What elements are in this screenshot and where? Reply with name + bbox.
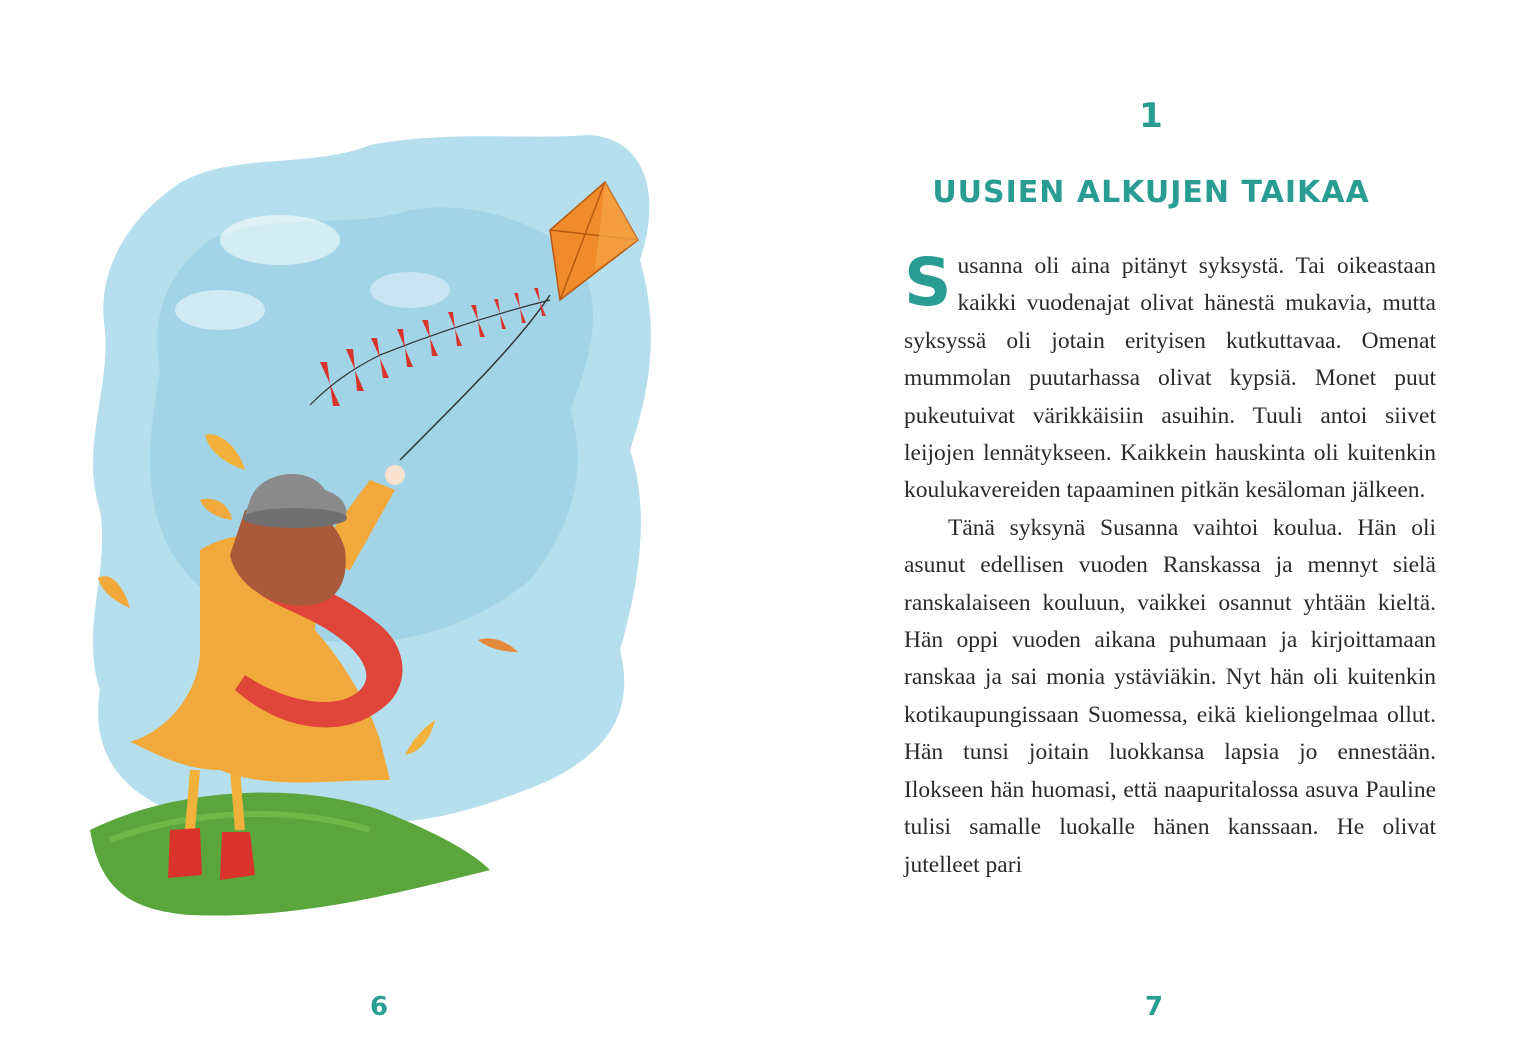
- paragraph-1-text: usanna oli aina pitänyt syksystä. Tai oikeastaan kaikki vuodenajat olivat hänestä mukavia, mutta syksyssä oli jotain erityisen kutkuttavaa. Omenat mummolan puutarhassa olivat kypsiä. Monet puut pukeutuivat värikkäisiin asuihin. Tuuli antoi siivet leijojen lennätykseen. Kaikkein hauskinta oli kuitenkin koulukavereiden tapaaminen pitkän kesäloman jälkeen.: [904, 253, 1436, 504]
- boot: [168, 828, 202, 878]
- kite-girl-illustration: [50, 130, 670, 920]
- boot: [220, 832, 255, 880]
- paragraph-1: [904, 244, 1436, 510]
- paragraph-2: Tänä syksynä Susanna vaihtoi koulua. Hän oli asunut edellisen vuoden Ranskassa ja mennyt sielä ranskalaiseen kouluun, vaikkei osannut yhtään kieltä. Hän oppi vuoden aikana puhumaan ja kirjoittamaan ranskaa ja sai monia ystäviäkin. Nyt hän oli kuitenkin kotikaupungissaan Suomessa, eikä kieliongelmaa ollut. Hän tunsi joitain luokkansa lapsia jo ennestään. Ilokseen hän huomasi, että naapuritalossa asuva Pauline tulisi samalle luokalle hänen kanssaan. He olivat jutelleet pari: [904, 514, 1436, 878]
- left-page: [0, 0, 767, 1063]
- page-number-left: 6: [370, 992, 389, 1022]
- hand: [385, 465, 405, 485]
- chapter-title: UUSIEN ALKUJEN TAIKAA: [932, 175, 1370, 210]
- page-number-right: 7: [1145, 992, 1164, 1022]
- right-page: [767, 0, 1535, 1063]
- body-text: [904, 244, 1436, 884]
- drop-cap: S: [904, 244, 952, 321]
- chapter-number: 1: [1139, 96, 1163, 136]
